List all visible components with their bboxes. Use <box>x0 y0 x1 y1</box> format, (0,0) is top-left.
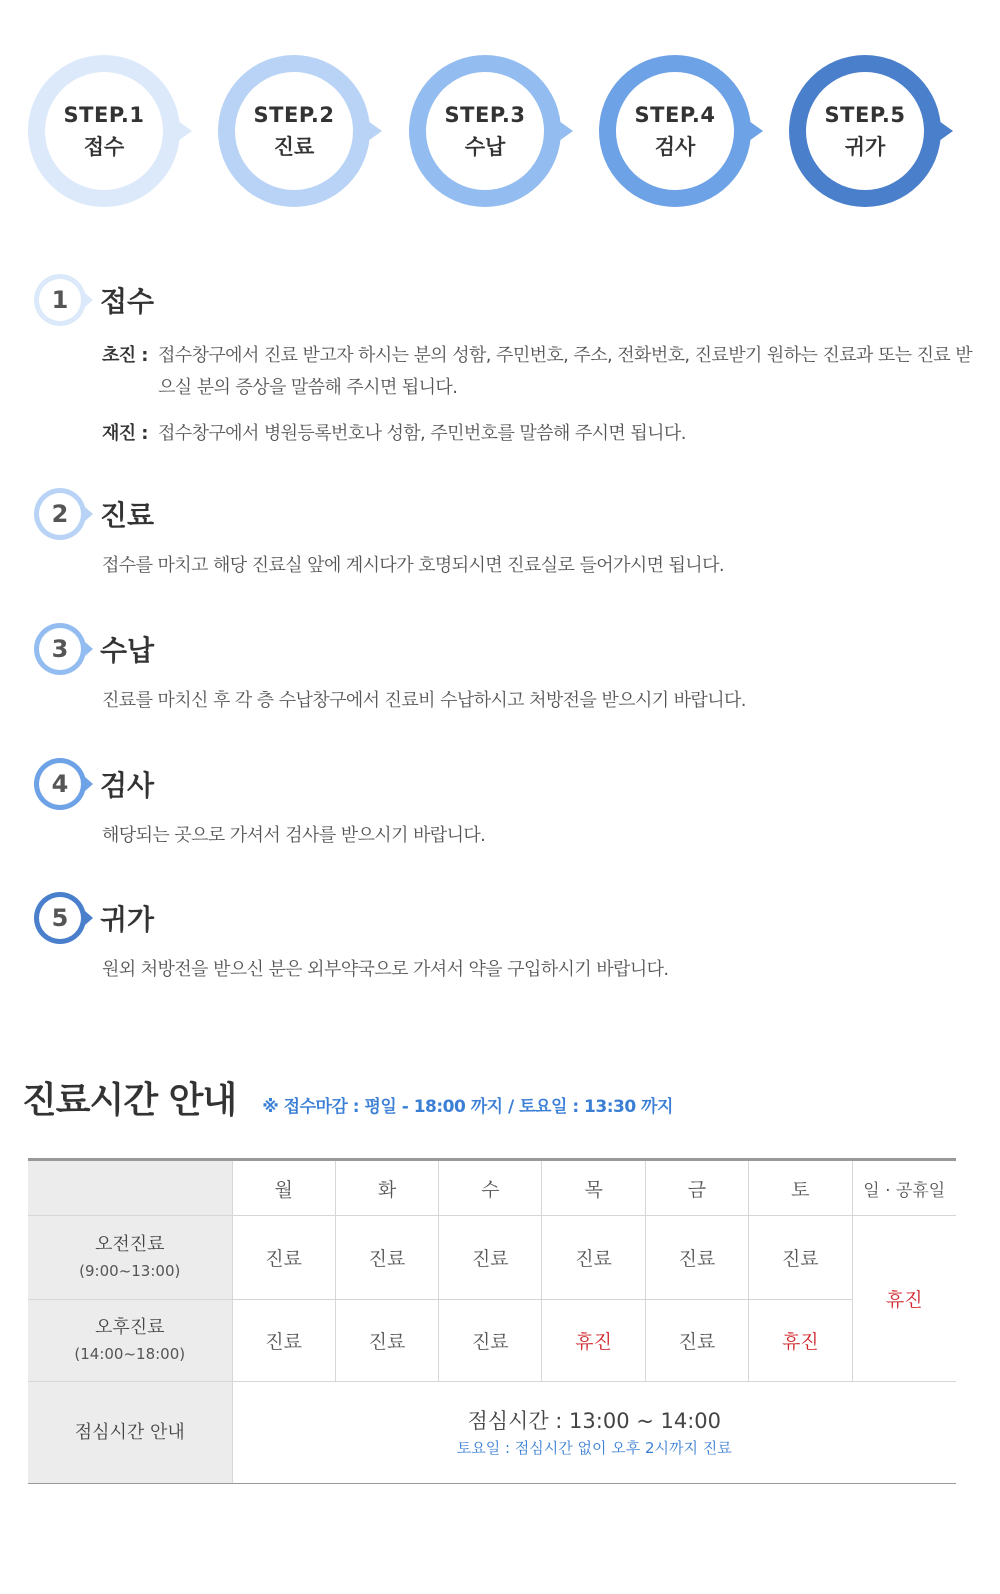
chevron-right-icon <box>85 293 93 307</box>
row-label: 오전진료 <box>94 1233 165 1255</box>
lunch-time: 점심시간 : 13:00 ~ 14:00 <box>467 1408 722 1433</box>
table-row <box>28 1382 956 1484</box>
step-number: 5 <box>39 897 81 939</box>
section-treatment <box>34 488 974 582</box>
day-header: 월 <box>232 1160 335 1216</box>
chevron-right-icon <box>85 642 93 656</box>
step-label: STEP.2 <box>253 103 335 127</box>
section-reception <box>34 274 974 464</box>
step-5 <box>789 55 941 207</box>
chevron-right-icon <box>939 121 953 141</box>
row-header: 점심시간 안내 <box>28 1382 232 1484</box>
day-header: 일 · 공휴일 <box>852 1160 956 1216</box>
step-name: 검사 <box>654 135 696 159</box>
step-label: STEP.4 <box>634 103 716 127</box>
section-title: 접수 <box>100 285 155 318</box>
section-title: 귀가 <box>100 903 155 936</box>
section-title: 진료 <box>100 499 155 532</box>
step-number-badge <box>34 488 86 540</box>
table-cell: 진료 <box>439 1216 542 1300</box>
step-label: STEP.3 <box>444 103 526 127</box>
step-name: 수납 <box>464 135 506 159</box>
table-cell: 진료 <box>232 1216 335 1300</box>
step-1 <box>28 55 180 207</box>
section-title: 수납 <box>100 634 155 667</box>
table-cell: 진료 <box>542 1216 645 1300</box>
step-name: 귀가 <box>844 135 886 159</box>
section-text: 접수를 마치고 해당 진료실 앞에 계시다가 호명되시면 진료실로 들어가시면 됩니다. <box>102 555 725 576</box>
day-header: 목 <box>542 1160 645 1216</box>
hours-header <box>22 1072 673 1123</box>
step-name: 접수 <box>83 135 125 159</box>
chevron-right-icon <box>85 777 93 791</box>
section-text: 원외 처방전을 받으신 분은 외부약국으로 가셔서 약을 구입하시기 바랍니다. <box>102 959 669 980</box>
step-number-badge <box>34 758 86 810</box>
step-label: STEP.5 <box>824 103 906 127</box>
step-flow <box>0 0 1000 240</box>
row-key: 초진 : <box>102 345 148 366</box>
row-header <box>28 1216 232 1300</box>
table-cell: 진료 <box>645 1216 748 1300</box>
row-label: 오후진료 <box>94 1316 165 1338</box>
table-cell: 진료 <box>232 1300 335 1382</box>
holiday-cell: 휴진 <box>852 1216 956 1382</box>
hours-title: 진료시간 안내 <box>22 1080 237 1121</box>
table-corner <box>28 1160 232 1216</box>
row-key: 재진 : <box>102 423 148 444</box>
step-3 <box>409 55 561 207</box>
step-number-badge <box>34 892 86 944</box>
section-text: 진료를 마치신 후 각 층 수납창구에서 진료비 수납하시고 처방전을 받으시기 바랍니다. <box>102 690 746 711</box>
chevron-right-icon <box>559 121 573 141</box>
step-number: 3 <box>39 628 81 670</box>
chevron-right-icon <box>85 911 93 925</box>
table-row <box>28 1216 956 1300</box>
step-label: STEP.1 <box>63 103 145 127</box>
lunch-note: 토요일 : 점심시간 없이 오후 2시까지 진료 <box>456 1438 732 1457</box>
hours-table <box>28 1158 956 1484</box>
step-4 <box>599 55 751 207</box>
day-header: 수 <box>439 1160 542 1216</box>
section-payment <box>34 623 974 717</box>
table-cell: 진료 <box>749 1216 852 1300</box>
table-header-row <box>28 1160 956 1216</box>
step-2 <box>218 55 370 207</box>
section-title: 검사 <box>100 769 155 802</box>
chevron-right-icon <box>368 121 382 141</box>
table-cell: 진료 <box>439 1300 542 1382</box>
chevron-right-icon <box>85 507 93 521</box>
section-return-home <box>34 892 974 986</box>
step-number: 4 <box>39 763 81 805</box>
row-text: 접수창구에서 병원등록번호나 성함, 주민번호를 말씀해 주시면 됩니다. <box>158 423 686 444</box>
table-cell: 휴진 <box>542 1300 645 1382</box>
step-number: 1 <box>39 279 81 321</box>
table-cell: 진료 <box>645 1300 748 1382</box>
row-time: (9:00~13:00) <box>79 1261 181 1280</box>
day-header: 금 <box>645 1160 748 1216</box>
table-cell: 진료 <box>335 1300 438 1382</box>
table-cell: 진료 <box>335 1216 438 1300</box>
table-cell: 휴진 <box>749 1300 852 1382</box>
row-time: (14:00~18:00) <box>74 1344 186 1363</box>
table-row <box>28 1300 956 1382</box>
step-number-badge <box>34 274 86 326</box>
section-exam <box>34 758 974 852</box>
day-header: 토 <box>749 1160 852 1216</box>
lunch-info <box>232 1382 956 1484</box>
step-number-badge <box>34 623 86 675</box>
chevron-right-icon <box>178 121 192 141</box>
hours-note: ※ 접수마감 : 평일 - 18:00 까지 / 토요일 : 13:30 까지 <box>262 1097 673 1117</box>
row-text: 접수창구에서 진료 받고자 하시는 분의 성함, 주민번호, 주소, 전화번호, 진료받기 원하는 진료과 또는 진료 받으실 분의 증상을 말씀해 주시면 됩니다. <box>158 345 973 398</box>
section-text: 해당되는 곳으로 가셔서 검사를 받으시기 바랍니다. <box>102 825 486 846</box>
row-header <box>28 1300 232 1382</box>
step-name: 진료 <box>273 135 315 159</box>
step-number: 2 <box>39 493 81 535</box>
chevron-right-icon <box>749 121 763 141</box>
day-header: 화 <box>335 1160 438 1216</box>
